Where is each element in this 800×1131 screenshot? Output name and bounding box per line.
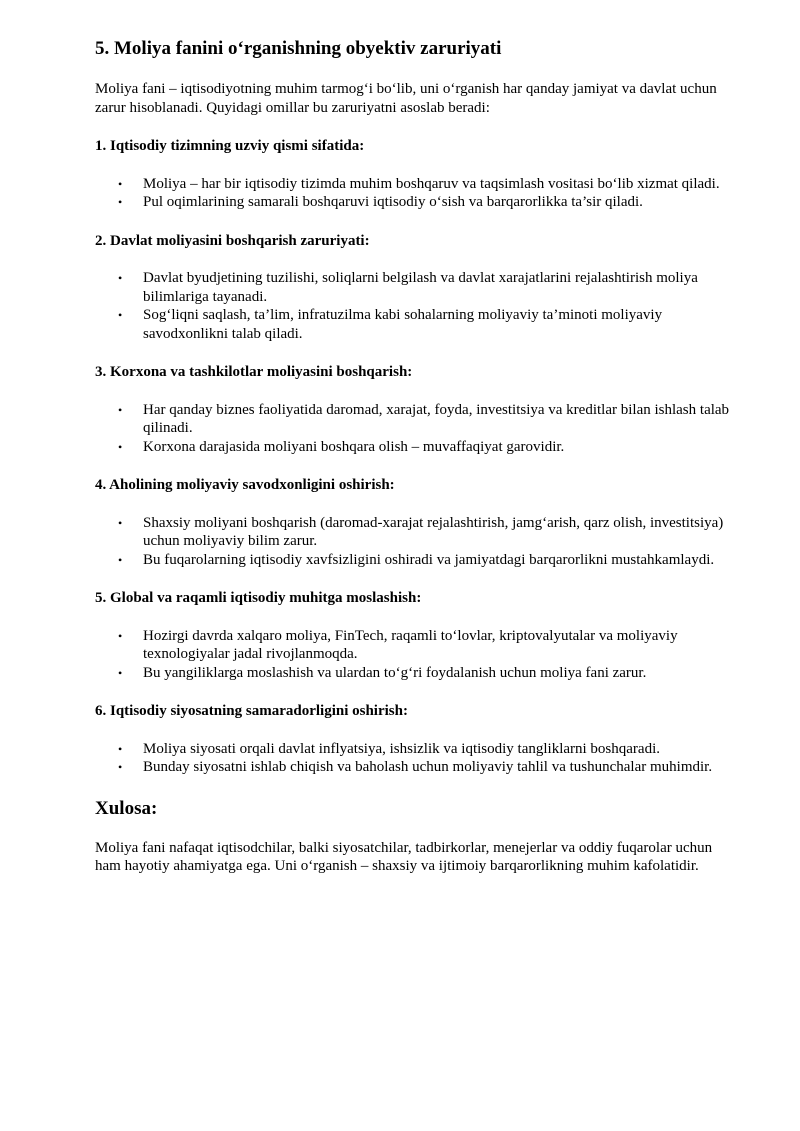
bullet-list [95,401,735,457]
bullet-list [95,627,735,683]
bullet-icon: • [118,741,123,756]
conclusion-heading: Xulosa: [95,797,158,819]
bullet-list [95,514,735,570]
bullet-list [95,269,735,343]
list-item-text: Har qanday biznes faoliyatida daromad, xarajat, foyda, investitsiya va kreditlar bilan ishlash talab qilinadi. [143,401,730,436]
list-item-text: Bu yangiliklarga moslashish va ulardan to‘g‘ri foydalanish uchun moliya fani zarur. [143,664,647,681]
list-item [95,758,735,777]
list-item-text: Sog‘liqni saqlash, ta’lim, infratuzilma kabi sohalarning moliyaviy ta’minoti moliyaviy savodxonlikni talab qiladi. [143,307,663,342]
bullet-icon: • [118,402,123,417]
bullet-list [95,175,735,212]
list-item-text: Hozirgi davrda xalqaro moliya, FinTech, raqamli to‘lovlar, kriptovalyutalar va moliyaviy texnologiyalar jadal rivojlanmoqda. [143,627,678,662]
bullet-icon: • [118,760,123,774]
section-heading: 6. Iqtisodiy siyosatning samaradorligini oshirish: [95,703,408,719]
bullet-icon: • [118,308,123,322]
list-item-text: Moliya siyosati orqali davlat inflyatsiya, ishsizlik va iqtisodiy tangliklarni boshqaradi. [143,740,661,757]
list-item-text: Korxona darajasida moliyani boshqara olish – muvaffaqiyat garovidir. [143,438,565,455]
list-item [95,193,735,212]
list-item-text: Moliya – har bir iqtisodiy tizimda muhim boshqaruv va taqsimlash vositasi bo‘lib xizmat qiladi. [143,175,720,192]
bullet-icon: • [118,628,123,643]
list-item [95,514,735,551]
sections-container [95,137,735,777]
bullet-icon: • [118,515,123,530]
bullet-icon: • [118,195,123,209]
bullet-icon: • [118,176,123,191]
section-heading: 3. Korxona va tashkilotlar moliyasini boshqarish: [95,364,413,380]
list-item-text: Shaxsiy moliyani boshqarish (daromad-xarajat rejalashtirish, jamg‘arish, qarz olish, investitsiya) uchun moliyaviy bilim zarur. [143,514,724,549]
list-item-text: Bunday siyosatni ishlab chiqish va baholash uchun moliyaviy tahlil va tushunchalar muhimdir. [143,759,713,775]
bullet-list [95,740,735,777]
list-item [95,664,735,683]
list-item [95,438,735,457]
bullet-icon: • [118,271,123,285]
list-item-text: Davlat byudjetining tuzilishi, soliqlarni belgilash va davlat xarajatlarini rejalashtirish moliya bilimlariga tayanadi. [143,270,698,305]
bullet-icon: • [118,665,123,680]
conclusion-paragraph: Moliya fani nafaqat iqtisodchilar, balki siyosatchilar, tadbirkorlar, menejerlar va oddiy fuqarolar uchun ham hayotiy ahamiyatga ega. Uni o‘rganish – shaxsiy va ijtimoiy barqarorlikning muhim kafolatidir. [95,839,713,874]
list-item [95,627,735,664]
section-heading: 1. Iqtisodiy tizimning uzviy qismi sifatida: [95,138,365,154]
list-item [95,740,735,759]
list-item [95,306,735,343]
list-item [95,551,735,570]
page-title: 5. Moliya fanini o‘rganishning obyektiv zaruriyati [95,38,502,59]
list-item [95,401,735,438]
section-heading: 5. Global va raqamli iqtisodiy muhitga moslashish: [95,590,422,606]
bullet-icon: • [118,439,123,454]
list-item-text: Pul oqimlarining samarali boshqaruvi iqtisodiy o‘sish va barqarorlikka ta’sir qiladi. [143,194,643,210]
list-item [95,175,735,194]
section-heading: 2. Davlat moliyasini boshqarish zaruriyati: [95,232,370,249]
section-heading: 4. Aholining moliyaviy savodxonligini oshirish: [95,477,395,493]
bullet-icon: • [118,552,123,567]
list-item [95,269,735,306]
list-item-text: Bu fuqarolarning iqtisodiy xavfsizligini oshiradi va jamiyatdagi barqarorlikni mustahkamlaydi. [143,551,715,568]
intro-paragraph: Moliya fani – iqtisodiyotning muhim tarmog‘i bo‘lib, uni o‘rganish har qanday jamiyat va davlat uchun zarur hisoblanadi. Quyidagi omillar bu zaruriyatni asoslab beradi: [95,81,717,116]
document-page [95,37,735,876]
